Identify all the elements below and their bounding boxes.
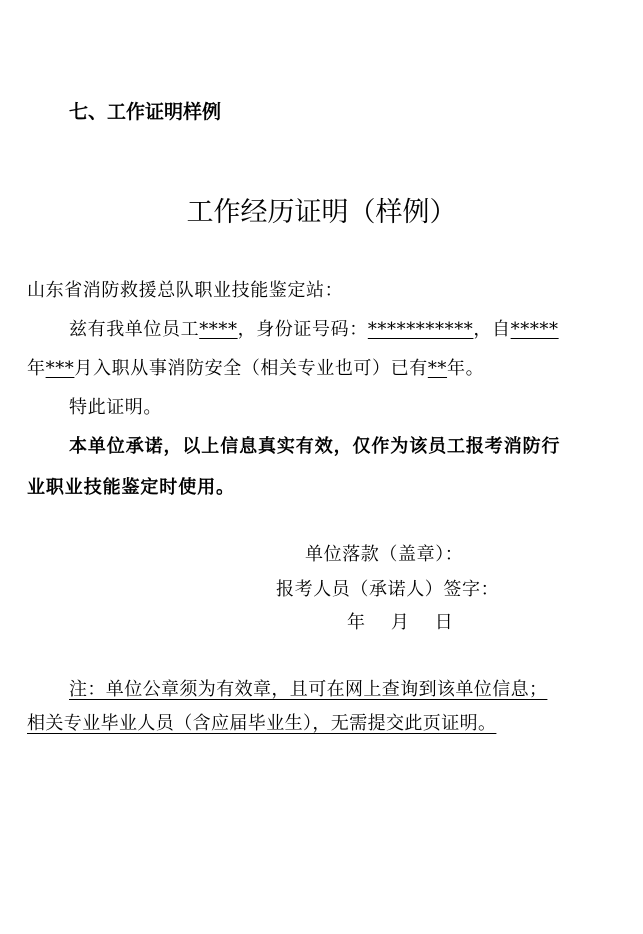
section-heading: 七、工作证明样例 [69,101,222,123]
recipient-line: 山东省消防救援总队职业技能鉴定站： [27,280,344,301]
employee-name-blank: **** [199,319,238,340]
commitment-line-1: 本单位承诺，以上信息真实有效，仅作为该员工报考消防行 [69,436,561,457]
body-line-1 [69,315,559,341]
years-blank: ** [427,358,448,379]
note-line-1: 注：单位公章须为有效章，且可在网上查询到该单位信息； [69,679,548,700]
body-text: 年 [27,358,46,379]
body-line-2 [27,354,484,380]
document-title: 工作经历证明（样例） [186,197,457,228]
note-line-2: 相关专业毕业人员（含应届毕业生），无需提交此页证明。 [27,713,497,734]
id-number-blank: *********** [367,319,474,340]
start-year-blank: ***** [510,319,559,340]
commitment-line-2: 业职业技能鉴定时使用。 [27,477,235,498]
certify-line: 特此证明。 [69,397,162,418]
date-label: 年 月 日 [347,612,454,633]
unit-seal-label: 单位落款（盖章）： [305,544,464,565]
body-text: 兹有我单位员工 [69,319,200,340]
body-text: 月入职从事消防安全（相关专业也可）已有 [74,358,428,379]
body-text: 年。 [447,358,485,379]
body-text: ，身份证号码： [237,319,368,340]
body-text: ，自 [473,319,511,340]
applicant-signature-label: 报考人员（承诺人）签字： [276,579,500,600]
start-month-blank: *** [45,358,75,379]
